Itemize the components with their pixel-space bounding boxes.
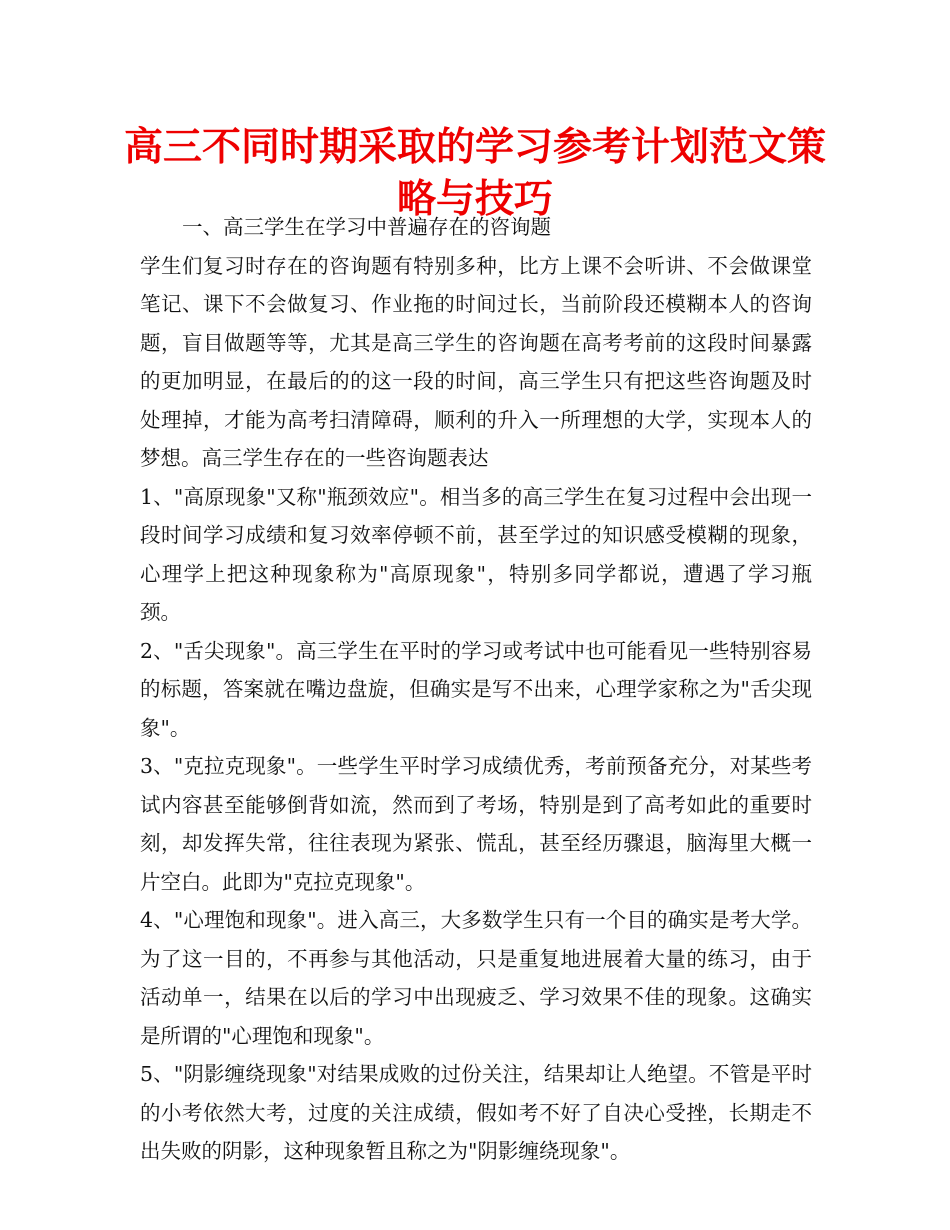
section-heading: 一、高三学生在学习中普遍存在的咨询题 [182,215,551,239]
paragraph-item-3: 3、"克拉克现象"。一些学生平时学习成绩优秀，考前预备充分，对某些考试内容甚至能够倒背如流，然而到了考场，特别是到了高考如此的重要时刻，却发挥失常，往往表现为紧张、慌乱，甚至经历骤退，脑海里大概一片空白。此即为"克拉克现象"。 [140,754,812,894]
paragraph-intro: 学生们复习时存在的咨询题有特别多种，比方上课不会听讲、不会做课堂笔记、课下不会做复习、作业拖的时间过长，当前阶段还模糊本人的咨询题，盲目做题等等，尤其是高三学生的咨询题在高考考前的这段时间暴露的更加明显，在最后的的这一段的时间，高三学生只有把这些咨询题及时处理掉，才能为高考扫清障碍，顺利的升入一所理想的大学，实现本人的梦想。高三学生存在的一些咨询题表达 [140,253,812,470]
paragraph-item-5: 5、"阴影缠绕现象"对结果成败的过份关注，结果却让人绝望。不管是平时的小考依然大考，过度的关注成绩，假如考不好了自决心受挫，长期走不出失败的阴影，这种现象暂且称之为"阴影缠绕现象"。 [140,1062,812,1163]
document-body [140,208,812,1171]
paragraph-item-2: 2、"舌尖现象"。高三学生在平时的学习或考试中也可能看见一些特别容易的标题，答案就在嘴边盘旋，但确实是写不出来，心理学家称之为"舌尖现象"。 [140,638,812,740]
paragraph-item-4: 4、"心理饱和现象"。进入高三，大多数学生只有一个目的确实是考大学。为了这一目的，不再参与其他活动，只是重复地进展着大量的练习，由于活动单一，结果在以后的学习中出现疲乏、学习效果不佳的现象。这确实是所谓的"心理饱和现象"。 [140,908,812,1048]
document-title: 高三不同时期采取的学习参考计划范文策略与技巧 [123,125,826,222]
paragraph-item-1: 1、"高原现象"又称"瓶颈效应"。相当多的高三学生在复习过程中会出现一段时间学习成绩和复习效率停顿不前，甚至学过的知识感受模糊的现象，心理学上把这种现象称为"高原现象"，特别多同学都说，遭遇了学习瓶颈。 [140,484,812,624]
